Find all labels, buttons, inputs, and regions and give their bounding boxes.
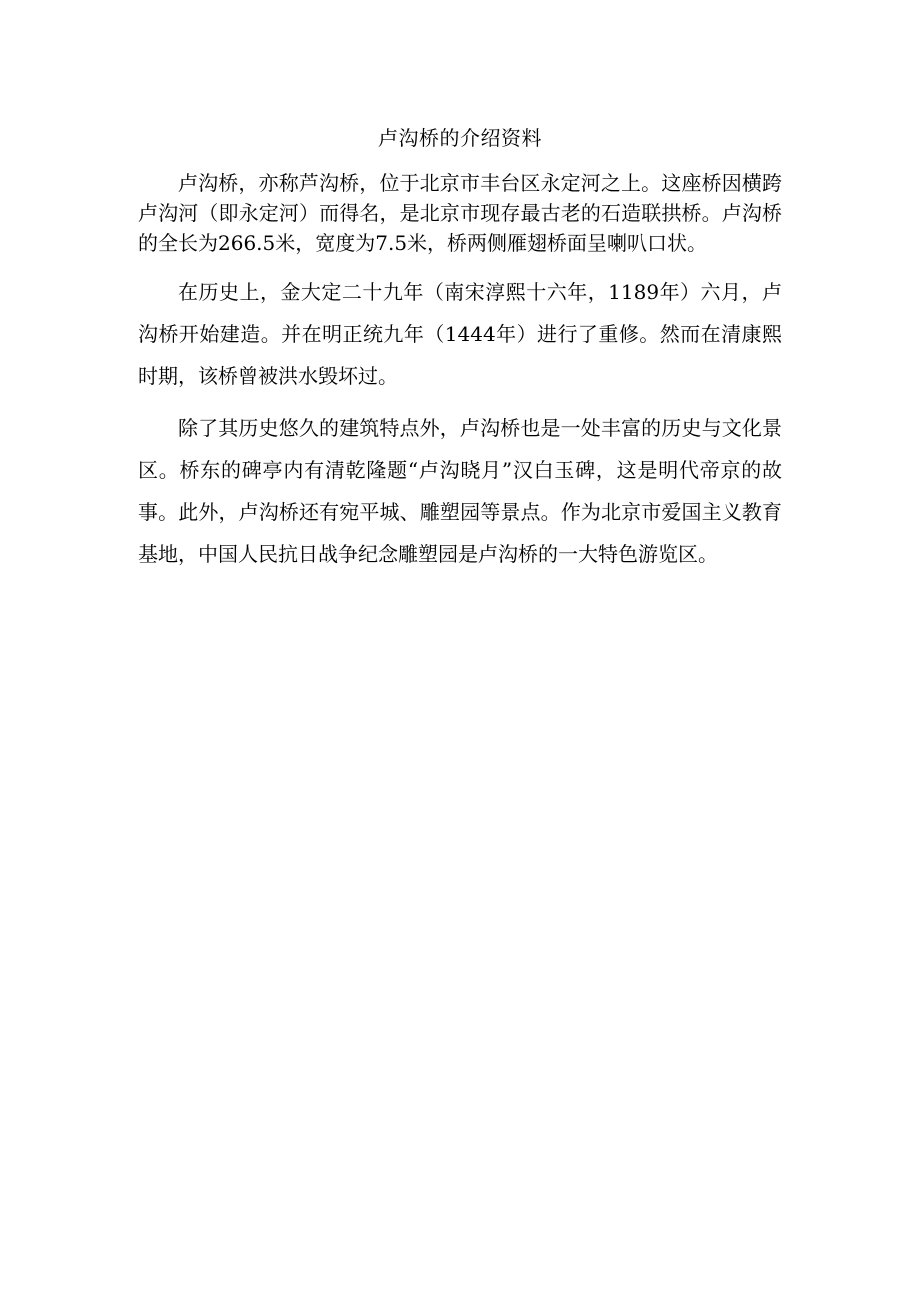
document-title: 卢沟桥的介绍资料 (378, 126, 542, 150)
paragraph-introduction: 卢沟桥，亦称芦沟桥，位于北京市丰台区永定河之上。这座桥因横跨卢沟河（即永定河）而得名，是北京市现存最古老的石造联拱桥。卢沟桥的全长为266.5米，宽度为7.5米，桥两侧雁翅桥面呈喇叭口状。 (138, 171, 782, 255)
paragraph-history: 在历史上，金大定二十九年（南宋淳熙十六年，1189年）六月，卢沟桥开始建造。并在明正统九年（1444年）进行了重修。然而在清康熙时期，该桥曾被洪水毁坏过。 (138, 280, 782, 388)
paragraph-culture: 除了其历史悠久的建筑特点外，卢沟桥也是一处丰富的历史与文化景区。桥东的碑亭内有清乾隆题“卢沟晓月”汉白玉碑，这是明代帝京的故事。此外，卢沟桥还有宛平城、雕塑园等景点。作为北京市爱国主义教育基地，中国人民抗日战争纪念雕塑园是卢沟桥的一大特色游览区。 (138, 416, 782, 566)
document-body (138, 118, 782, 575)
